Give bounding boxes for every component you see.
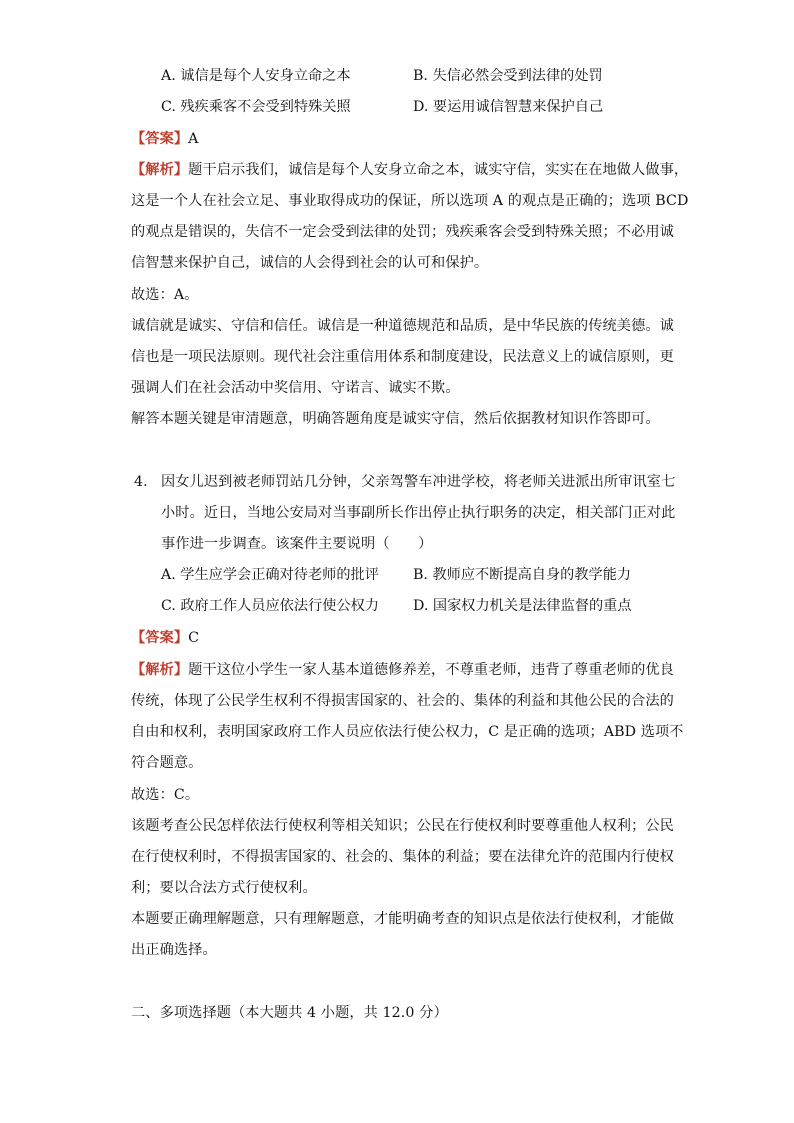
answer-value: C [188,630,200,646]
q3-tip: 解答本题关键是审清题意，明确答题角度是诚实守信，然后依据教材知识作答即可。 [131,411,660,427]
q3-analysis-line [131,160,688,180]
q4-stem-line: 事作进一步调查。该案件主要说明（ ） [161,536,433,552]
q3-analysis-line: 的观点是错误的，失信不一定会受到法律的处罚；残疾乘客会受到特殊关照；不必用诚 [131,224,674,240]
q4-knowledge-line: 利；要以合法方式行使权利。 [131,880,317,896]
q4-tip-line: 本题要正确理解题意，只有理解题意，才能明确考查的知识点是依法行使权利，才能做 [131,911,674,927]
q4-number: 4. [134,474,148,490]
q3-knowledge-line: 强调人们在社会活动中奖信用、守诺言、诚实不欺。 [131,380,460,396]
q3-option-a: A. 诚信是每个人安身立命之本 [161,68,351,84]
q4-stem-line: 小时。近日，当地公安局对当事副所长作出停止执行职务的决定，相关部门正对此 [161,505,676,521]
q4-analysis-line: 传统，体现了公民学生权利不得损害国家的、社会的、集体的利益和其他公民的合法的 [131,693,674,709]
answer-tag: 【答案】 [131,131,189,147]
q4-stem-line: 因女儿迟到被老师罚站几分钟，父亲驾警车冲进学校，将老师关进派出所审讯室七 [161,474,676,490]
q3-option-d: D. 要运用诚信智慧来保护自己 [413,99,604,115]
q3-choice: 故选：A。 [131,287,199,303]
q4-knowledge-line: 在行使权利时，不得损害国家的、社会的、集体的利益；要在法律允许的范围内行使权 [131,849,674,865]
q3-analysis-line: 这是一个人在社会立足、事业取得成功的保证，所以选项 A 的观点是正确的；选项 BCD [131,193,689,209]
q3-answer [131,129,199,149]
q4-option-b: B. 教师应不断提高自身的教学能力 [413,567,632,583]
q4-analysis-line: 符合题意。 [131,755,203,771]
q4-knowledge-line: 该题考查公民怎样依法行使权利等相关知识；公民在行使权利时要尊重他人权利；公民 [131,818,674,834]
q4-answer [131,628,199,648]
q4-option-c: C. 政府工作人员应依法行使公权力 [161,598,379,614]
q3-option-b: B. 失信必然会受到法律的处罚 [413,68,603,84]
q3-analysis-line: 信智慧来保护自己，诚信的人会得到社会的认可和保护。 [131,255,489,271]
answer-value: A [188,131,199,147]
q4-analysis-line: 自由和权利，表明国家政府工作人员应依法行使公权力，C 是正确的选项；ABD 选项不 [131,724,684,740]
q4-choice: 故选：C。 [131,787,200,803]
analysis-text: 题干这位小学生一家人基本道德修养差，不尊重老师，违背了尊重老师的优良 [188,662,674,678]
q4-tip-line: 出正确选择。 [131,942,217,958]
analysis-text: 题干启示我们，诚信是每个人安身立命之本，诚实守信，实实在在地做人做事， [188,162,689,178]
q4-option-d: D. 国家权力机关是法律监督的重点 [413,598,632,614]
answer-tag: 【答案】 [131,630,189,646]
section-title: 二、多项选择题（本大题共 4 小题，共 12.0 分） [131,1005,448,1021]
q4-option-a: A. 学生应学会正确对待老师的批评 [161,567,379,583]
q4-analysis-line [131,660,674,680]
analysis-tag: 【解析】 [131,662,189,678]
q3-knowledge-line: 信也是一项民法原则。现代社会注重信用体系和制度建设，民法意义上的诚信原则，更 [131,349,674,365]
q3-option-c: C. 残疾乘客不会受到特殊关照 [161,99,351,115]
q3-knowledge-line: 诚信就是诚实、守信和信任。诚信是一种道德规范和品质，是中华民族的传统美德。诚 [131,318,674,334]
analysis-tag: 【解析】 [131,162,189,178]
